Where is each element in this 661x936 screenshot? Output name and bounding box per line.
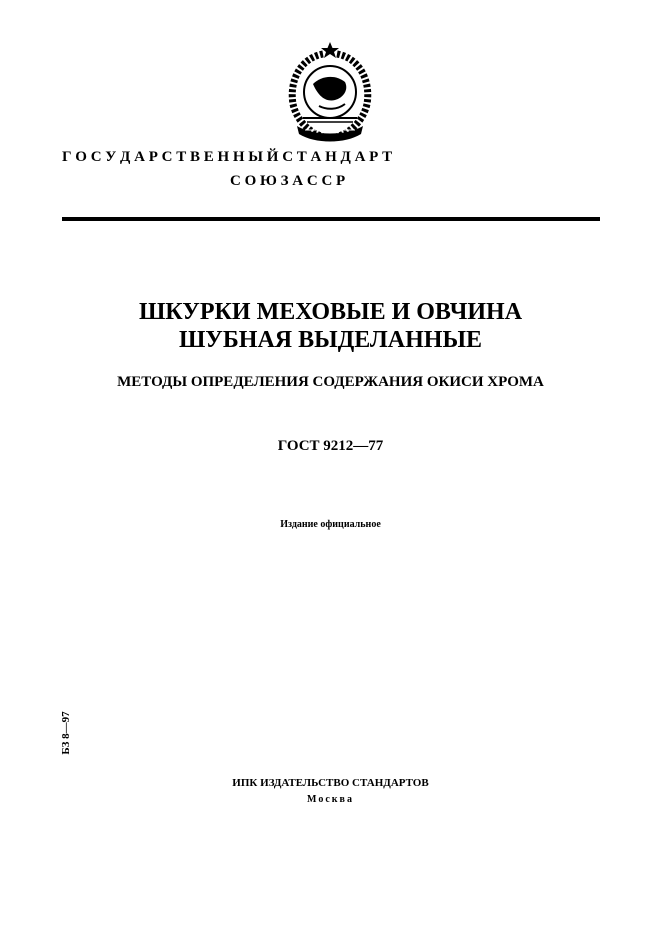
header-state-standard: Г О С У Д А Р С Т В Е Н Н Ы Й С Т А Н Д А Р Т — [62, 149, 393, 165]
side-code-text: БЗ 8—97 — [60, 711, 72, 755]
state-emblem-icon — [283, 40, 377, 144]
edition-note: Издание официальное — [280, 519, 381, 530]
publisher-name: ИПК ИЗДАТЕЛЬСТВО СТАНДАРТОВ — [232, 777, 429, 789]
document-subtitle: МЕТОДЫ ОПРЕДЕЛЕНИЯ СОДЕРЖАНИЯ ОКИСИ ХРОМА — [117, 374, 544, 390]
publisher-city: Москва — [307, 794, 354, 805]
header-ussr: С О Ю З А С С Р — [230, 173, 346, 189]
side-code — [56, 707, 76, 759]
standard-number: ГОСТ 9212—77 — [277, 438, 384, 454]
title-line-2: ШУБНАЯ ВЫДЕЛАННЫЕ — [178, 327, 483, 353]
document-title — [0, 298, 661, 354]
title-line-1: ШКУРКИ МЕХОВЫЕ И ОВЧИНА — [138, 299, 523, 325]
header-rule — [62, 217, 600, 221]
